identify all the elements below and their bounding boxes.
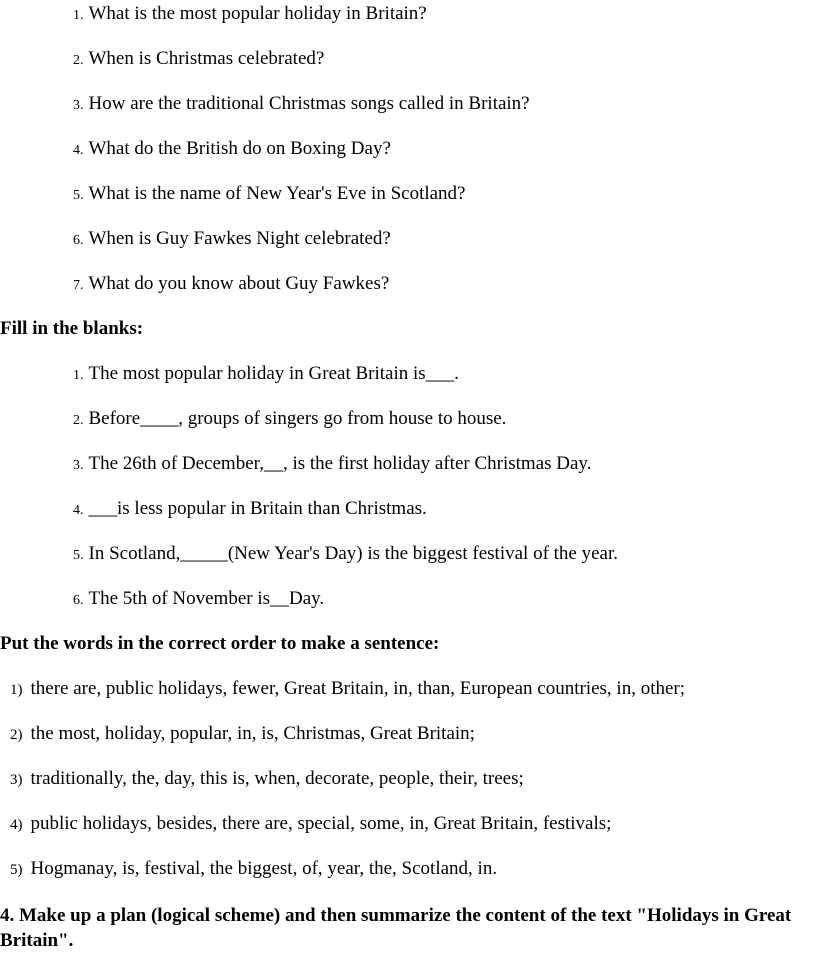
fill-blank-item — [73, 452, 591, 478]
fill-blank-item — [73, 362, 459, 388]
word-order-item — [10, 767, 524, 792]
fill-blank-text: In Scotland,_____(New Year's Day) is the biggest festival of the year. — [88, 543, 619, 564]
fill-blank-item — [73, 587, 324, 613]
fill-blanks-heading: Fill in the blanks: — [0, 318, 144, 339]
question-text: What is the name of New Year's Eve in Scotland? — [88, 183, 466, 204]
fill-blank-text: The most popular holiday in Great Britain is___. — [88, 363, 459, 384]
fill-blank-text: The 5th of November is__Day. — [88, 588, 325, 609]
question-number: 1. — [73, 8, 84, 23]
fill-blank-text: The 26th of December,__, is the first holiday after Christmas Day. — [88, 453, 592, 474]
question-number: 6. — [73, 233, 84, 248]
word-order-text: the most, holiday, popular, in, is, Christmas, Great Britain; — [30, 723, 475, 744]
question-item — [73, 227, 391, 253]
question-item — [73, 92, 530, 118]
question-item — [73, 2, 427, 28]
word-order-item — [10, 812, 611, 837]
question-number: 2. — [73, 53, 84, 68]
word-order-number: 3) — [10, 772, 23, 788]
question-text: When is Guy Fawkes Night celebrated? — [88, 228, 391, 249]
question-item — [73, 272, 389, 298]
word-order-number: 5) — [10, 862, 23, 878]
fill-blank-number: 5. — [73, 548, 84, 563]
word-order-item — [10, 722, 475, 747]
fill-blank-number: 2. — [73, 413, 84, 428]
question-item — [73, 137, 391, 163]
fill-blank-number: 3. — [73, 458, 84, 473]
word-order-number: 1) — [10, 682, 23, 698]
question-number: 7. — [73, 278, 84, 293]
question-text: What do you know about Guy Fawkes? — [88, 273, 390, 294]
fill-blank-number: 1. — [73, 368, 84, 383]
word-order-number: 4) — [10, 817, 23, 833]
fill-blank-number: 6. — [73, 593, 84, 608]
question-number: 3. — [73, 98, 84, 113]
question-number: 4. — [73, 143, 84, 158]
word-order-number: 2) — [10, 727, 23, 743]
question-text: How are the traditional Christmas songs called in Britain? — [88, 93, 530, 114]
fill-blank-item — [73, 542, 618, 568]
fill-blank-item — [73, 497, 427, 523]
question-number: 5. — [73, 188, 84, 203]
question-item — [73, 182, 466, 208]
word-order-text: public holidays, besides, there are, special, some, in, Great Britain, festivals; — [30, 813, 612, 834]
question-text: What is the most popular holiday in Britain? — [88, 3, 427, 24]
word-order-text: traditionally, the, day, this is, when, decorate, people, their, trees; — [30, 768, 524, 789]
question-text: What do the British do on Boxing Day? — [88, 138, 391, 159]
fill-blank-number: 4. — [73, 503, 84, 518]
word-order-text: there are, public holidays, fewer, Great Britain, in, than, European countries, in, other; — [30, 678, 686, 699]
word-order-heading: Put the words in the correct order to make a sentence: — [0, 633, 440, 654]
task4-heading: 4. Make up a plan (logical scheme) and then summarize the content of the text "Holidays in Great Britain". — [0, 905, 792, 951]
question-item — [73, 47, 324, 73]
fill-blank-text: Before____, groups of singers go from house to house. — [88, 408, 507, 429]
word-order-item — [10, 857, 497, 882]
word-order-item — [10, 677, 685, 702]
question-text: When is Christmas celebrated? — [88, 48, 325, 69]
word-order-text: Hogmanay, is, festival, the biggest, of, year, the, Scotland, in. — [30, 858, 498, 879]
fill-blank-item — [73, 407, 506, 433]
fill-blank-text: ___is less popular in Britain than Christmas. — [88, 498, 427, 519]
